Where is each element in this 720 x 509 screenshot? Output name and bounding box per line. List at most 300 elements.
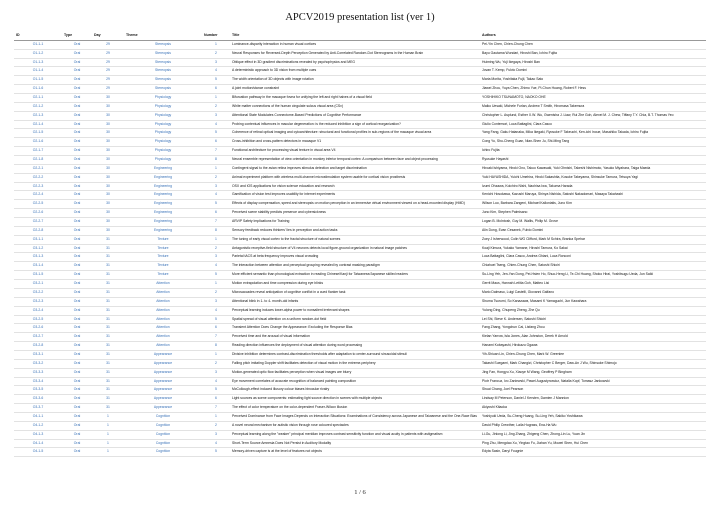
cell-type: Oral [62,182,92,191]
cell-number: 3 [202,253,230,262]
table-row [14,182,706,191]
table-row [14,430,706,439]
cell-theme: Engineering [124,200,202,209]
cell-authors: Lindsay M Peterson, Daniel J Kersten, Damien J Mannion [480,395,706,404]
cell-theme: Stereopsis [124,76,202,85]
table-row [14,359,706,368]
cell-type: Oral [62,342,92,351]
cell-title: Divisive inhibition determines contrast-discrimination thresholds after adaptation to center-surround sinusoidal stimuli [230,350,480,359]
cell-authors: Jing Fan, Hongyu Xu, Xiaoye M Wang, Geoffrey P Bingham [480,368,706,377]
presentation-table [14,32,706,457]
cell-theme: Engineering [124,191,202,200]
column-header-authors: Authors [480,32,706,40]
cell-authors: Kielan Yarrow, Isla Jones, Alan Johnston, Derek H Arnold [480,333,706,342]
cell-id: O3-2-2 [14,288,62,297]
cell-day: 29 [92,49,124,58]
cell-number: 3 [202,297,230,306]
cell-theme: Appearance [124,368,202,377]
cell-id: O1-1-3 [14,58,62,67]
cell-day: 31 [92,333,124,342]
cell-theme: Appearance [124,386,202,395]
cell-theme: Appearance [124,359,202,368]
cell-number: 1 [202,350,230,359]
cell-type: Oral [62,218,92,227]
table-row [14,226,706,235]
cell-authors: Takashi Suegami, Mark Changizi, Christopher C Berger, Daw-An J Wu, Shinsuke Shimojo [480,359,706,368]
cell-type: Oral [62,430,92,439]
table-row [14,85,706,94]
table-row [14,138,706,147]
table-row [14,439,706,448]
cell-day: 31 [92,306,124,315]
cell-day: 29 [92,40,124,49]
cell-title: The width orientation of 3D objects with image rotation [230,76,480,85]
cell-id: O1-1-5 [14,76,62,85]
cell-theme: Appearance [124,395,202,404]
cell-number: 6 [202,138,230,147]
table-row [14,271,706,280]
cell-authors: Maiko Uesaki, Michele Furlan, Andrew T Smith, Hiromasa Takemura [480,102,706,111]
cell-day: 31 [92,368,124,377]
cell-authors: Logan B. McIntosh, Guy M. Wallis, Philip M. Grove [480,218,706,227]
cell-theme: Cognition [124,421,202,430]
cell-authors: Lei Shi, Steve K. Andersen, Satoshi Shioiri [480,315,706,324]
table-row [14,262,706,271]
cell-day: 30 [92,226,124,235]
cell-number: 4 [202,306,230,315]
cell-number: 6 [202,85,230,94]
cell-number: 1 [202,280,230,289]
cell-type: Oral [62,191,92,200]
cell-theme: Texture [124,262,202,271]
cell-day: 30 [92,129,124,138]
cell-title: Falling pitch imitating Doppler shift facilitates detection of visual motion in the extreme-periphery [230,359,480,368]
table-row [14,421,706,430]
cell-theme: Engineering [124,218,202,227]
cell-theme: Stereopsis [124,40,202,49]
cell-title: Perceived Dominance from Face Images Depends on Interaction Situations: Examinations of Consistency across Japanese and Taiwanese and the One-Race Bias [230,412,480,421]
cell-day: 31 [92,342,124,351]
cell-type: Oral [62,111,92,120]
cell-number: 4 [202,67,230,76]
cell-number: 4 [202,377,230,386]
cell-id: O3-2-3 [14,297,62,306]
cell-title: Motion-generated optic flow facilitates perception when visual images are blurry [230,368,480,377]
table-row [14,395,706,404]
cell-title: McCollough-effect induced illusory colour biases binocular rivalry [230,386,480,395]
cell-day: 1 [92,448,124,457]
cell-type: Oral [62,280,92,289]
table-row [14,102,706,111]
cell-number: 5 [202,200,230,209]
cell-id: O2-2-8 [14,226,62,235]
cell-authors: YOSHIHIKO TSUNAMOTO, NAOKO OHE [480,94,706,103]
cell-day: 30 [92,173,124,182]
cell-theme: Physiology [124,102,202,111]
cell-id: O3-3-1 [14,350,62,359]
cell-number: 2 [202,288,230,297]
cell-title: OSX and iOS applications for vision science education and research [230,182,480,191]
cell-title: A novel neural mechanism for autistic vision through rose coloured spectacles [230,421,480,430]
cell-authors: Ryusuke Hayashi [480,156,706,165]
cell-day: 30 [92,164,124,173]
cell-day: 30 [92,147,124,156]
cell-type: Oral [62,377,92,386]
table-row [14,288,706,297]
cell-title: The interaction between attention and perceptual grouping revealed by contrast masking paradigm [230,262,480,271]
cell-number: 1 [202,94,230,103]
cell-authors: Juno Kim, Stephen Palmisano [480,209,706,218]
cell-id: O3-3-2 [14,359,62,368]
cell-type: Oral [62,164,92,173]
cell-title: Parietal tACS at beta frequency improves visual crowding [230,253,480,262]
cell-day: 30 [92,111,124,120]
cell-day: 30 [92,191,124,200]
cell-title: The tuning of early visual cortex to the fractal structure of natural scenes [230,235,480,244]
cell-day: 31 [92,271,124,280]
cell-number: 6 [202,395,230,404]
cell-number: 8 [202,342,230,351]
cell-day: 31 [92,404,124,413]
cell-id: O2-2-1 [14,164,62,173]
cell-authors: Fang Zhang, Yongchun Cai, Lisfang Zhou [480,324,706,333]
cell-title: White matter connections of the human cingulate sulcus visual area (CSv) [230,102,480,111]
cell-title: Oblique effect in 3D gradient discriminations revealed by psychophysics and MEG [230,58,480,67]
cell-id: O2-1-4 [14,120,62,129]
cell-id: O4-1-2 [14,421,62,430]
table-row [14,280,706,289]
table-row [14,76,706,85]
cell-day: 30 [92,138,124,147]
cell-theme: Physiology [124,120,202,129]
cell-day: 31 [92,377,124,386]
cell-theme: Physiology [124,129,202,138]
cell-title: Cross-inhibition and cross-pattern detectors in macaque V1 [230,138,480,147]
cell-theme: Appearance [124,404,202,413]
cell-title: Perceived time and the arousal of visual information [230,333,480,342]
cell-type: Oral [62,85,92,94]
cell-title: More efficient semantic than phonological extraction in reading Chinese/Kanji for Taiwanese/Japanese skilled readers [230,271,480,280]
cell-day: 29 [92,76,124,85]
cell-title: Antagonistic receptive-field structure of V4 neurons detects local figure-ground organization in natural image patches [230,244,480,253]
cell-authors: Yoshiyuki Ueda, Su-Cheng Huang, Su-Ling Yeh, Sakiko Yoshikawa [480,412,706,421]
cell-id: O3-1-2 [14,244,62,253]
cell-title: Memory-driven capture is at the level of features not objects [230,448,480,457]
cell-id: O4-1-4 [14,439,62,448]
cell-authors: Yulong Ding, Chupeng Zheng, Zhe Qu [480,306,706,315]
table-row [14,342,706,351]
cell-number: 7 [202,333,230,342]
cell-authors: Alin Dong, Evan Cesanek, Fulvio Domini [480,226,706,235]
cell-number: 4 [202,191,230,200]
cell-authors: Jiawei Zhou, Yuya Chen, Zhimo Yue, Pi-Chun Huang, Robert F. Hess [480,85,706,94]
cell-id: O3-2-1 [14,280,62,289]
cell-day: 29 [92,58,124,67]
cell-authors: Gerrit Maus, Hannah Letitia Goh, Matteo Lisi [480,280,706,289]
cell-number: 3 [202,182,230,191]
cell-type: Oral [62,288,92,297]
table-row [14,156,706,165]
cell-number: 5 [202,448,230,457]
cell-number: 8 [202,226,230,235]
table-row [14,333,706,342]
cell-authors: Christopher L. Asplund, Esther X.W. Wu, Gwenisha J. Liaw, Rui Zhe Goh, Alexei M. J. Chew, Tiffany T.Y. Chia, B.T. Thomas Yeo [480,111,706,120]
cell-day: 1 [92,421,124,430]
cell-id: O2-1-1 [14,94,62,103]
cell-theme: Attention [124,280,202,289]
cell-theme: Attention [124,288,202,297]
cell-authors: Kenichi Hosokawa, Kazushi Maruya, Shinya Nishida, Satoshi Nakadomari, Masaya Takahashi [480,191,706,200]
cell-authors: Cong Yu, Shu-Cheng Guan, Nian-Shen Ju, Shi-Ming Tang [480,138,706,147]
table-row [14,244,706,253]
cell-type: Oral [62,67,92,76]
cell-number: 5 [202,271,230,280]
cell-authors: Shuai Chang, Joel Pearson [480,386,706,395]
cell-theme: Stereopsis [124,67,202,76]
cell-number: 2 [202,173,230,182]
cell-type: Oral [62,58,92,67]
cell-authors: Zoey J Isherwood, Colin WG Clifford, Mark M Schira, Branka Spehar [480,235,706,244]
table-row [14,404,706,413]
cell-title: The effect of color temperature on the color-dependent Fraser-Wilcox illusion [230,404,480,413]
cell-id: O2-2-6 [14,209,62,218]
cell-number: 5 [202,129,230,138]
cell-type: Oral [62,262,92,271]
cell-authors: Ichiro Fujita [480,147,706,156]
cell-type: Oral [62,359,92,368]
table-row [14,40,706,49]
table-row [14,306,706,315]
cell-theme: Appearance [124,350,202,359]
cell-theme: Physiology [124,147,202,156]
table-row [14,49,706,58]
cell-authors: Chiahuei Tseng, Chien-Chung Chen, Satoshi Shioiri [480,262,706,271]
cell-id: O3-1-4 [14,262,62,271]
cell-number: 5 [202,386,230,395]
cell-theme: Attention [124,315,202,324]
cell-day: 31 [92,386,124,395]
cell-type: Oral [62,253,92,262]
cell-id: O2-2-4 [14,191,62,200]
table-row [14,253,706,262]
cell-type: Oral [62,412,92,421]
cell-day: 31 [92,280,124,289]
table-row [14,129,706,138]
cell-theme: Texture [124,244,202,253]
cell-number: 3 [202,111,230,120]
cell-id: O2-1-5 [14,129,62,138]
cell-number: 7 [202,147,230,156]
cell-day: 31 [92,350,124,359]
cell-id: O3-1-5 [14,271,62,280]
table-row [14,173,706,182]
cell-id: O4-1-3 [14,430,62,439]
cell-title: Functional architecture for processing visual texture in visual area V4 [230,147,480,156]
cell-type: Oral [62,244,92,253]
table-row [14,448,706,457]
cell-day: 31 [92,288,124,297]
cell-id: O1-1-1 [14,40,62,49]
cell-day: 1 [92,430,124,439]
cell-authors: Hanami Kobayashi, Hirokazu Ogawa [480,342,706,351]
cell-authors: Giulio Contemori, Luca Battaglini, Clara Casco [480,120,706,129]
cell-title: Gamification of vision test improves usability for internet experiments [230,191,480,200]
cell-authors: Yuki HAYASHIDA, Yuichi Umehira, Hiroki Sakashita, Kosuke Takeyama, Shinsuke Tamura, Tetsuya Yagi [480,173,706,182]
cell-number: 5 [202,76,230,85]
cell-title: Perceptual learning along the "weaker" principal meridian improves contrast sensitivity function and visual acuity in patients with astigmatism [230,430,480,439]
cell-authors: Izumi Ohzawa, Koichiro Nishi, Naohisa Iwa, Takuma Harada [480,182,706,191]
cell-authors: Ping Zhu, Mengdao Xu, Yingtao Fu, Jiahan Yu, Mowei Shen, Hui Chen [480,439,706,448]
cell-type: Oral [62,49,92,58]
cell-number: 4 [202,120,230,129]
cell-title: Motion extrapolation and time compression during eye blinks [230,280,480,289]
cell-id: O2-1-2 [14,102,62,111]
cell-day: 30 [92,156,124,165]
cell-theme: Stereopsis [124,49,202,58]
cell-id: O3-2-6 [14,324,62,333]
cell-type: Oral [62,209,92,218]
cell-theme: Engineering [124,226,202,235]
cell-day: 31 [92,324,124,333]
cell-type: Oral [62,156,92,165]
cell-number: 2 [202,49,230,58]
cell-title: Coherence of retinal optical imaging and cytoarchitecture: structural and functional profiles in sub-regions of the macaque visual area [230,129,480,138]
cell-id: O1-1-6 [14,85,62,94]
cell-day: 30 [92,94,124,103]
cell-number: 1 [202,40,230,49]
cell-type: Oral [62,368,92,377]
cell-theme: Cognition [124,412,202,421]
cell-type: Oral [62,271,92,280]
cell-theme: Stereopsis [124,85,202,94]
cell-day: 31 [92,359,124,368]
cell-theme: Texture [124,271,202,280]
cell-authors: Su-Ling Yeh, Jen-Yan Dong, Pei-Hsien Ho, Shuo-Heng Li, Te-Chi Huang, Shoko Hirai, Yoshitsugu Ueda, Jun Saiki [480,271,706,280]
cell-number: 1 [202,235,230,244]
cell-number: 3 [202,430,230,439]
cell-type: Oral [62,421,92,430]
column-header-theme: Theme [124,32,202,40]
cell-number: 2 [202,244,230,253]
cell-theme: Attention [124,306,202,315]
cell-title: ARVIP Safety Implications for Training [230,218,480,227]
cell-number: 4 [202,262,230,271]
cell-type: Oral [62,94,92,103]
cell-type: Oral [62,173,92,182]
cell-authors: Maria Morita, Yoshitaka Fujii, Takao Sato [480,76,706,85]
cell-day: 30 [92,218,124,227]
cell-id: O3-2-5 [14,315,62,324]
cell-day: 1 [92,439,124,448]
cell-number: 1 [202,412,230,421]
cell-id: O2-1-8 [14,156,62,165]
cell-type: Oral [62,315,92,324]
cell-number: 8 [202,156,230,165]
cell-title: Sensory feedback reduces thinkers' lies in perception and action tasks [230,226,480,235]
cell-title: Probing contextual influences in macular degeneration: is the reduced inhibition a sign of cortical reorganization? [230,120,480,129]
cell-theme: Texture [124,253,202,262]
cell-id: O2-2-7 [14,218,62,227]
cell-theme: Appearance [124,377,202,386]
cell-number: 7 [202,404,230,413]
cell-type: Oral [62,306,92,315]
cell-title: Attentional blink in 1- to 4- month-old infants [230,297,480,306]
cell-day: 31 [92,395,124,404]
cell-title: Animal experiment platform with wireless multi-channel microstimulation system usable for cortical vision prosthesis [230,173,480,182]
cell-id: O3-3-5 [14,386,62,395]
cell-id: O2-1-3 [14,111,62,120]
cell-title: Attentional State Modulates Connectome-Based Predictions of Cognitive Performance [230,111,480,120]
cell-number: 6 [202,324,230,333]
cell-theme: Cognition [124,439,202,448]
cell-day: 31 [92,244,124,253]
cell-type: Oral [62,147,92,156]
cell-type: Oral [62,448,92,457]
cell-theme: Attention [124,342,202,351]
cell-title: Luminance-disparity interaction in human visual cortices [230,40,480,49]
table-row [14,235,706,244]
cell-day: 29 [92,85,124,94]
cell-id: O3-3-4 [14,377,62,386]
cell-number: 2 [202,102,230,111]
cell-type: Oral [62,395,92,404]
cell-authors: Mario Dalmaso, Luigi Castelli, Giovanni Galfano [480,288,706,297]
cell-theme: Attention [124,297,202,306]
cell-type: Oral [62,386,92,395]
table-row [14,164,706,173]
table-row [14,412,706,421]
cell-title: Transient Attention Does Change the Appearance: Excluding the Response Bias [230,324,480,333]
cell-day: 30 [92,102,124,111]
cell-id: O3-2-4 [14,306,62,315]
cell-day: 1 [92,412,124,421]
cell-id: O3-3-7 [14,404,62,413]
cell-day: 30 [92,120,124,129]
cell-number: 7 [202,218,230,227]
table-body [14,40,706,456]
document-title: APCV2019 presentation list (ver 1) [285,12,435,23]
cell-title: A deterministic approach to 3D vision from multiple cues [230,67,480,76]
table-row [14,368,706,377]
cell-authors: Bayu Gautama Wundari, Hiroshi Ban, Ichiro Fujita [480,49,706,58]
cell-theme: Engineering [124,164,202,173]
cell-title: Perceived scene stability predicts presence and cybersickness [230,209,480,218]
cell-title: Eye movement correlates of accurate recognition of balanced painting composition [230,377,480,386]
cell-number: 6 [202,209,230,218]
cell-day: 30 [92,182,124,191]
cell-type: Oral [62,138,92,147]
cell-title: Microsaccades reveal anticipation of cognitive conflict in a cued flanker task [230,288,480,297]
table-row [14,147,706,156]
cell-id: O2-1-7 [14,147,62,156]
column-header-number: Number [202,32,230,40]
cell-authors: Shuma Tsurumi, So Kanazawa, Masami K Yamaguchi, Jun Kawahara [480,297,706,306]
cell-title: Perceptual learning induces lower-alpha power to nonsalient irrelevant shapes [230,306,480,315]
table-row [14,315,706,324]
page-number: 1 / 6 [354,489,366,496]
cell-theme: Attention [124,324,202,333]
cell-type: Oral [62,297,92,306]
cell-number: 3 [202,368,230,377]
cell-authors: Piotr Francuz, Ivo Zaniewski, Pawel Augustynowicz, Natalia Kopf, Tomasz Jankowski [480,377,706,386]
column-header-title: Title [230,32,480,40]
cell-number: 2 [202,359,230,368]
cell-number: 1 [202,164,230,173]
cell-title: Short-Term Source Amnesia Does Not Persist in Auditory Modality [230,439,480,448]
cell-id: O3-1-1 [14,235,62,244]
cell-type: Oral [62,120,92,129]
cell-type: Oral [62,333,92,342]
